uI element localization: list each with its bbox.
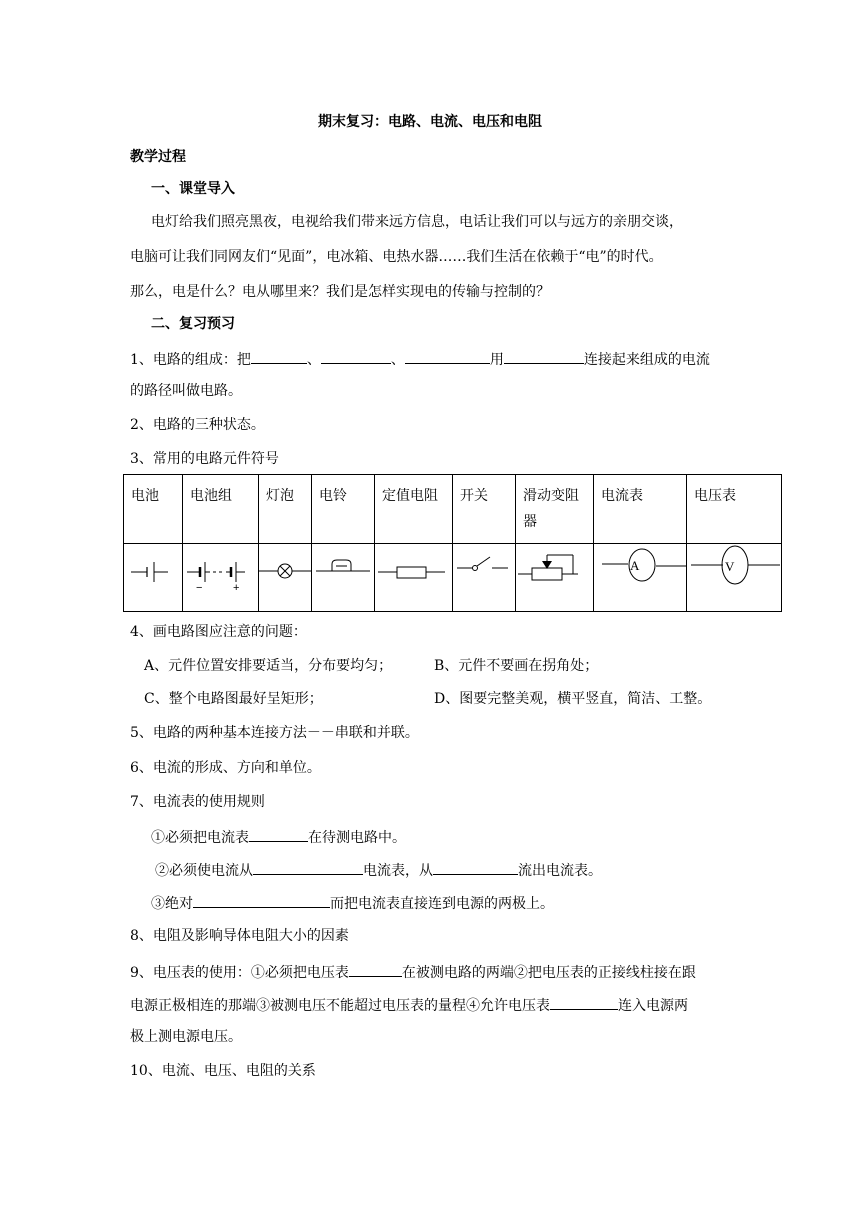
item6: 6、电流的形成、方向和单位。 [130, 760, 321, 776]
item4-b: B、元件不要画在拐角处； [434, 658, 599, 674]
item7-rule3: ③绝对 而把电流表直接连到电源的两极上。 [151, 892, 554, 914]
item4-d: D、图要完整美观，横平竖直，简洁、工整。 [434, 691, 712, 707]
bulb-symbol-icon [259, 544, 311, 610]
voltmeter-letter: V [725, 559, 735, 574]
header-ammeter: 电流表 [594, 475, 687, 544]
circuit-symbol-table [123, 474, 782, 612]
item8: 8、电阻及影响导体电阻大小的因素 [130, 928, 349, 944]
item9-line3: 极上测电源电压。 [130, 1029, 242, 1045]
blank [433, 859, 518, 875]
document-title: 期末复习：电路、电流、电压和电阻 [318, 114, 542, 130]
rheostat-symbol-icon [516, 544, 593, 610]
blank [193, 892, 330, 908]
blank [504, 348, 584, 364]
voltmeter-symbol-icon [687, 544, 781, 610]
item1-line1: 1、电路的组成：把 、 、 用 连接起来组成的电流 [130, 348, 710, 370]
intro-line-3: 那么，电是什么？电从哪里来？我们是怎样实现电的传输与控制的？ [130, 284, 550, 300]
battery-symbol-cell [124, 544, 183, 612]
item4-a: A、元件位置安排要适当，分布要均匀； [144, 658, 393, 674]
item4-heading: 4、画电路图应注意的问题： [130, 624, 307, 640]
item1-line2: 的路径叫做电路。 [130, 383, 242, 399]
bell-symbol-cell [312, 544, 375, 612]
item7-rule2: ②必须使电流从 电流表，从 流出电流表。 [155, 859, 602, 881]
header-battery: 电池 [124, 475, 183, 544]
item2: 2、电路的三种状态。 [130, 417, 265, 433]
battery-group-symbol-icon [183, 544, 258, 610]
item9-line2: 电源正极相连的那端③被测电压不能超过电压表的量程④允许电压表 连入电源两 [130, 994, 688, 1016]
header-rheostat: 滑动变阻器 [516, 475, 594, 544]
item10: 10、电流、电压、电阻的关系 [130, 1063, 316, 1079]
header-voltmeter: 电压表 [687, 475, 782, 544]
rheostat-symbol-cell [516, 544, 594, 612]
header-battery-group: 电池组 [183, 475, 259, 544]
header-bulb: 灯泡 [259, 475, 312, 544]
blank [349, 961, 402, 977]
resistor-symbol-cell [375, 544, 453, 612]
item5: 5、电路的两种基本连接方法－－串联和并联。 [130, 725, 419, 741]
blank [321, 348, 391, 364]
section-heading: 教学过程 [130, 149, 186, 165]
blank [251, 348, 307, 364]
header-bell: 电铃 [312, 475, 375, 544]
item9-line1: 9、电压表的使用：①必须把电压表 在被测电路的两端②把电压表的正接线柱接在跟 [130, 961, 696, 983]
battery-group-symbol-cell [183, 544, 259, 612]
intro-line-2: 电脑可让我们同网友们“见面”，电冰箱、电热水器……我们生活在依赖于“电”的时代。 [130, 249, 663, 265]
voltmeter-symbol-cell [687, 544, 782, 612]
part1-heading: 一、课堂导入 [151, 181, 235, 197]
item7-rule1: ①必须把电流表 在待测电路中。 [151, 826, 406, 848]
bulb-symbol-cell [259, 544, 312, 612]
item3: 3、常用的电路元件符号 [130, 451, 279, 467]
blank [550, 994, 618, 1010]
intro-line-1: 电灯给我们照亮黑夜，电视给我们带来远方信息，电话让我们可以与远方的亲朋交谈， [151, 214, 683, 230]
ammeter-symbol-cell [594, 544, 687, 612]
ammeter-symbol-icon [594, 544, 686, 610]
blank [249, 826, 308, 842]
plus-label: + [233, 582, 240, 594]
ammeter-letter: A [630, 558, 640, 573]
battery-symbol-icon [124, 544, 182, 610]
switch-symbol-cell [453, 544, 516, 612]
switch-symbol-icon [453, 544, 515, 610]
header-resistor: 定值电阻 [375, 475, 453, 544]
header-switch: 开关 [453, 475, 516, 544]
part2-heading: 二、复习预习 [151, 316, 235, 332]
resistor-symbol-icon [375, 544, 452, 610]
minus-label: − [196, 582, 203, 594]
item4-c: C、整个电路图最好呈矩形； [144, 691, 323, 707]
bell-symbol-icon [312, 544, 374, 610]
item7-heading: 7、电流表的使用规则 [130, 794, 265, 810]
blank [253, 859, 363, 875]
blank [405, 348, 490, 364]
